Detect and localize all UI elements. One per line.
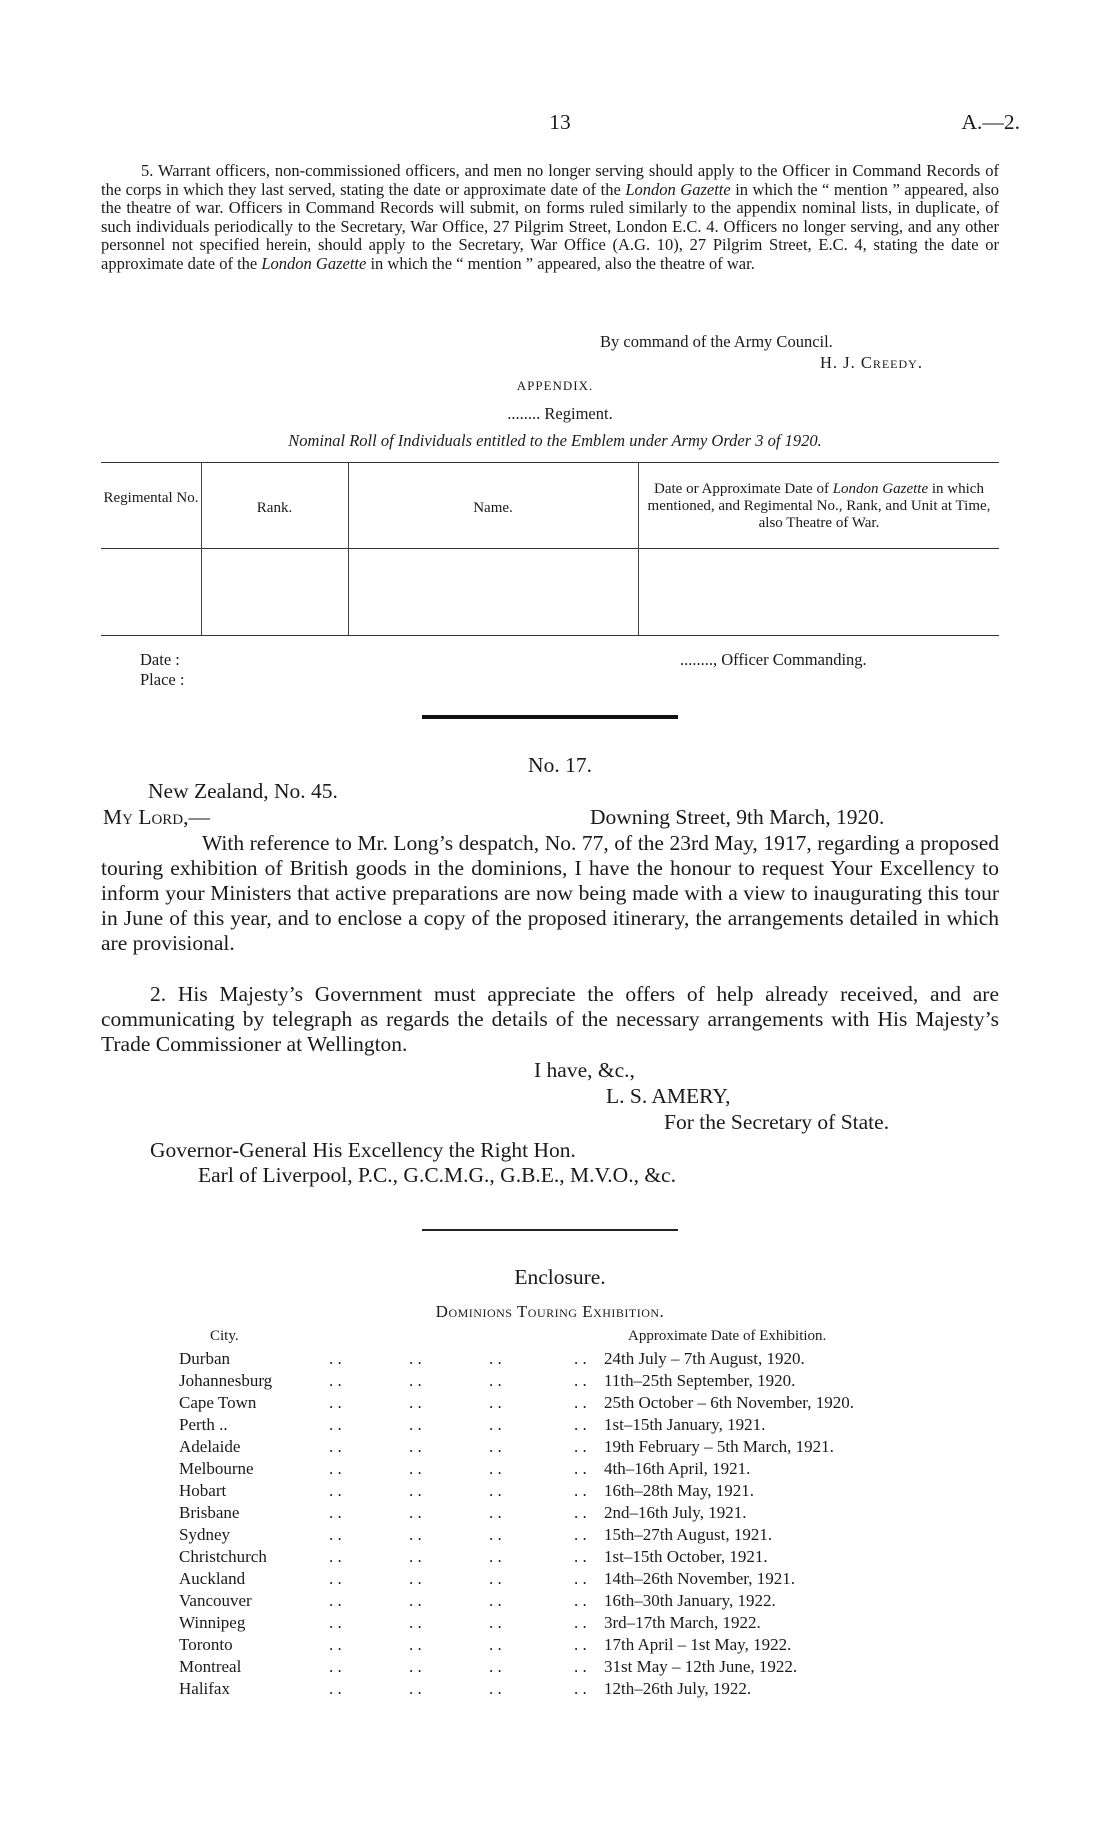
command-line: By command of the Army Council.	[600, 332, 833, 351]
city-name: Brisbane	[179, 1503, 240, 1522]
exhibition-date: 11th–25th September, 1920.	[604, 1371, 796, 1390]
exhibition-date: 16th–28th May, 1921.	[604, 1481, 755, 1500]
list-item: Hobart . . . . . . . . 16th–28th May, 1921.	[179, 1481, 755, 1500]
london-gazette-italic: London Gazette	[832, 481, 929, 497]
paragraph-5-text-c: in which the “ mention ” appeared, also the theatre of war.	[366, 253, 755, 273]
city-name: Cape Town	[179, 1393, 257, 1412]
salutation: My Lord,—	[103, 805, 211, 829]
signatory-name: L. S. AMERY,	[606, 1084, 731, 1108]
column-header-text: Date or Approximate Date of	[654, 481, 833, 497]
exhibition-date: 2nd–16th July, 1921.	[604, 1503, 747, 1522]
list-item: Adelaide . . . . . . . . 19th February – 5th March, 1921.	[179, 1437, 834, 1456]
closing-line: I have, &c.,	[534, 1058, 635, 1082]
column-header-city: City.	[210, 1328, 239, 1344]
city-name: Montreal	[179, 1657, 242, 1676]
city-name: Winnipeg	[179, 1613, 246, 1632]
london-gazette-italic: London Gazette	[261, 253, 367, 273]
despatch-number: No. 17.	[528, 753, 592, 777]
column-header-date-gazette	[641, 481, 997, 532]
city-name: Johannesburg	[179, 1371, 273, 1390]
table-column-divider	[348, 462, 349, 635]
city-name: Hobart	[179, 1481, 227, 1500]
addressee-line-1: Governor-General His Excellency the Right Hon.	[150, 1138, 576, 1162]
despatch-paragraph-2: 2. His Majesty’s Government must appreciate the offers of help already received, and are communicating by telegraph as regards the details of the necessary arrangements with His Majesty’s Trade Commissioner at Wellington.	[101, 982, 999, 1056]
regiment-line: ........ Regiment.	[507, 404, 613, 423]
paragraph-5-text-a: 5. Warrant officers, non-commissioned officers, and men no longer serving should apply to the Officer in Command Records of the corps in which they last served, stating the date or approximate date of the	[101, 161, 999, 199]
city-name: Perth ..	[179, 1415, 228, 1434]
table-column-divider	[201, 462, 202, 635]
list-item: Melbourne . . . . . . . . 4th–16th April, 1921.	[179, 1459, 751, 1478]
officer-commanding-line: ........, Officer Commanding.	[680, 650, 867, 669]
table-top-rule	[101, 462, 999, 463]
list-item: Toronto . . . . . . . . 17th April – 1st May, 1922.	[179, 1635, 792, 1654]
list-item: Perth .. . . . . . . . . 1st–15th January, 1921.	[179, 1415, 766, 1434]
exhibition-date: 1st–15th October, 1921.	[604, 1547, 768, 1566]
enclosure-heading: Enclosure.	[514, 1265, 606, 1289]
list-item: Brisbane . . . . . . . . 2nd–16th July, 1921.	[179, 1503, 747, 1522]
list-item: Auckland . . . . . . . . 14th–26th November, 1921.	[179, 1569, 796, 1588]
exhibition-date: 4th–16th April, 1921.	[604, 1459, 751, 1478]
appendix-heading: APPENDIX.	[516, 378, 594, 393]
city-name: Auckland	[179, 1569, 246, 1588]
addressee-line-2: Earl of Liverpool, P.C., G.C.M.G., G.B.E., M.V.O., &c.	[198, 1163, 676, 1187]
date-label: Date :	[140, 650, 180, 669]
column-header-regimental-no: Regimental No.	[103, 490, 199, 506]
paragraph-5-text-b: in which the “ mention ” appeared, also the theatre of war. Officers in Command Records will submit, on forms ruled similarly to the appendix nominal lists, in duplicate, of such individuals periodically to the Secretary, War Office, 27 Pilgrim Street, London E.C. 4. Officers no longer serving, and any other personnel not specified herein, should apply to the Secretary, War Office (A.G. 10), 27 Pilgrim Street, E.C. 4, stating the date or approximate date of the	[101, 179, 1000, 273]
despatch-reference: New Zealand, No. 45.	[148, 779, 338, 803]
paragraph-5	[101, 162, 999, 273]
exhibition-date: 19th February – 5th March, 1921.	[604, 1437, 834, 1456]
page-number: 13	[549, 110, 571, 134]
list-item: Durban . . . . . . . . 24th July – 7th August, 1920.	[179, 1349, 805, 1368]
exhibition-date: 3rd–17th March, 1922.	[604, 1613, 761, 1632]
table-column-divider	[638, 462, 639, 635]
column-header-name: Name.	[473, 500, 513, 516]
list-item: Halifax . . . . . . . . 12th–26th July, 1922.	[179, 1679, 752, 1698]
city-name: Durban	[179, 1349, 230, 1368]
section-divider-thin	[422, 1229, 678, 1231]
exhibition-date: 16th–30th January, 1922.	[604, 1591, 776, 1610]
place-label: Place :	[140, 670, 185, 689]
exhibition-date: 1st–15th January, 1921.	[604, 1415, 766, 1434]
exhibition-date: 15th–27th August, 1921.	[604, 1525, 773, 1544]
enclosure-title: Dominions Touring Exhibition.	[435, 1302, 665, 1321]
signature-creedy: H. J. Creedy.	[820, 353, 923, 372]
list-item: Sydney . . . . . . . . 15th–27th August, 1921.	[179, 1525, 773, 1544]
document-reference: A.—2.	[961, 110, 1020, 134]
city-name: Sydney	[179, 1525, 230, 1544]
city-name: Melbourne	[179, 1459, 254, 1478]
list-item: Montreal . . . . . . . . 31st May – 12th June, 1922.	[179, 1657, 798, 1676]
exhibition-date: 14th–26th November, 1921.	[604, 1569, 796, 1588]
list-item: Johannesburg . . . . . . . . 11th–25th September, 1920.	[179, 1371, 796, 1390]
exhibition-date: 31st May – 12th June, 1922.	[604, 1657, 798, 1676]
exhibition-date: 12th–26th July, 1922.	[604, 1679, 752, 1698]
section-divider-thick	[422, 715, 678, 719]
list-item: Winnipeg . . . . . . . . 3rd–17th March, 1922.	[179, 1613, 761, 1632]
city-name: Christchurch	[179, 1547, 267, 1566]
nominal-roll-title: Nominal Roll of Individuals entitled to the Emblem under Army Order 3 of 1920.	[288, 431, 822, 450]
column-header-exhibition-date: Approximate Date of Exhibition.	[628, 1328, 827, 1344]
list-item: Vancouver . . . . . . . . 16th–30th January, 1922.	[179, 1591, 776, 1610]
address-date: Downing Street, 9th March, 1920.	[590, 805, 885, 829]
london-gazette-italic: London Gazette	[625, 179, 731, 199]
exhibition-date: 25th October – 6th November, 1920.	[604, 1393, 855, 1412]
list-item: Cape Town . . . . . . . . 25th October – 6th November, 1920.	[179, 1393, 855, 1412]
city-name: Adelaide	[179, 1437, 241, 1456]
table-bottom-rule	[101, 635, 999, 636]
exhibition-date: 24th July – 7th August, 1920.	[604, 1349, 805, 1368]
city-name: Toronto	[179, 1635, 233, 1654]
list-item: Christchurch . . . . . . . . 1st–15th October, 1921.	[179, 1547, 768, 1566]
exhibition-date: 17th April – 1st May, 1922.	[604, 1635, 792, 1654]
signatory-title: For the Secretary of State.	[664, 1110, 890, 1134]
table-header-rule	[101, 548, 999, 549]
city-name: Halifax	[179, 1679, 230, 1698]
column-header-text: in which mentioned, and Regimental No., Rank, and Unit at Time, also Theatre of War.	[647, 481, 991, 531]
city-name: Vancouver	[179, 1591, 252, 1610]
column-header-rank: Rank.	[256, 500, 293, 516]
despatch-paragraph-1: With reference to Mr. Long’s despatch, No. 77, of the 23rd May, 1917, regarding a proposed touring exhibition of British goods in the dominions, I have the honour to request Your Excellency to inform your Ministers that active preparations are now being made with a view to inaugurating this tour in June of this year, and to enclose a copy of the proposed itinerary, the arrangements detailed in which are provisional.	[101, 831, 999, 955]
